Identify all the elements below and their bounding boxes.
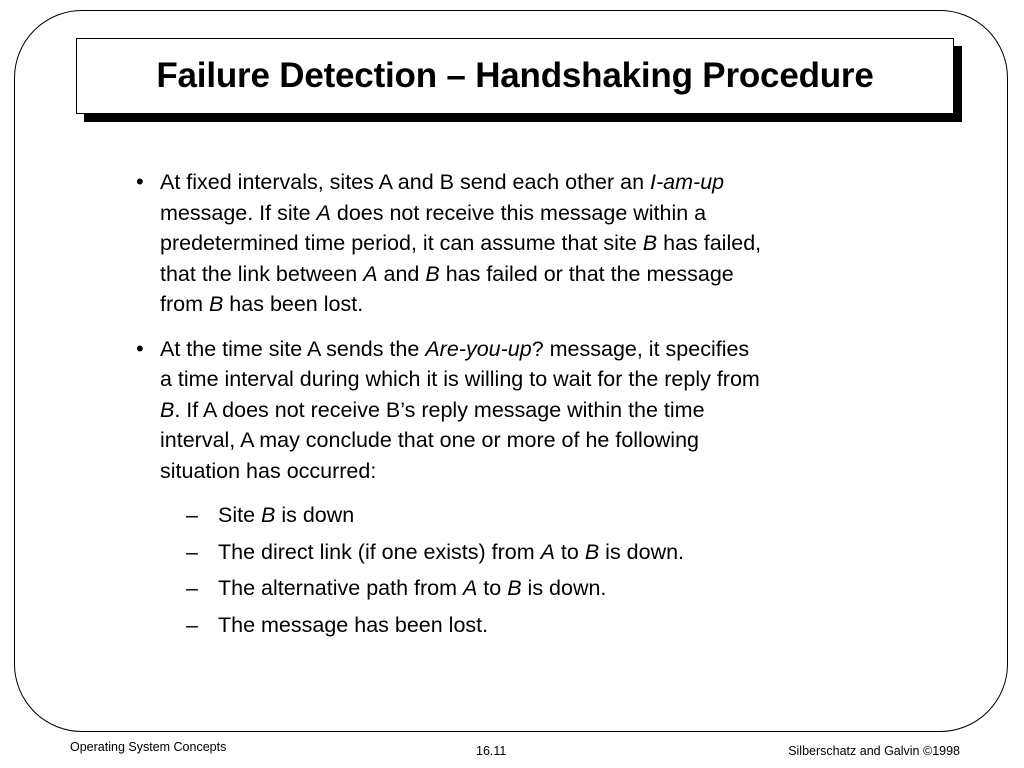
text-line <box>160 228 890 259</box>
sub-text <box>218 576 606 600</box>
text-line <box>160 395 890 426</box>
text-run: The direct link (if one exists) from <box>218 539 541 564</box>
text-run: The message has been lost. <box>218 612 489 637</box>
sub-item <box>130 537 890 567</box>
text-run: has failed or that the message <box>439 261 734 286</box>
sub-item <box>130 500 890 530</box>
bullet-dot: • <box>136 335 144 361</box>
text-run: to <box>477 576 508 600</box>
italic-term: B <box>507 576 522 600</box>
italic-term: A <box>462 576 478 600</box>
text-run: At fixed intervals, sites A and B send each other an <box>160 170 651 194</box>
text-run: from <box>160 292 209 316</box>
bullet-text <box>160 167 890 320</box>
text-run: predetermined time period, it can assume that site <box>160 231 643 255</box>
slide-content <box>130 167 890 646</box>
text-line <box>160 289 890 320</box>
sub-dash: – <box>186 576 198 600</box>
text-run: to <box>554 539 585 564</box>
italic-term: B <box>208 292 224 316</box>
footer-course: Operating System Concepts <box>70 740 227 754</box>
italic-term: A <box>540 539 555 564</box>
italic-term: B <box>160 397 175 422</box>
sub-dash: – <box>186 503 198 527</box>
sub-dash: – <box>186 539 198 564</box>
sub-text <box>218 613 488 637</box>
italic-term: B <box>584 539 600 564</box>
sub-text <box>218 503 354 527</box>
bullet-item <box>130 334 890 487</box>
text-run: Site <box>218 503 262 527</box>
text-run: message. If site <box>160 200 317 225</box>
slide-title: Failure Detection – Handshaking Procedure <box>156 56 874 95</box>
italic-term: B <box>642 231 658 255</box>
text-run: ? message, it specifies <box>531 336 750 361</box>
text-line <box>160 259 890 290</box>
text-run: At the time site A sends the <box>160 336 426 361</box>
text-line <box>160 167 890 198</box>
text-run: interval, A may conclude that one or more of he following <box>160 428 700 452</box>
sub-item <box>130 610 890 640</box>
italic-term: B <box>425 261 440 286</box>
title-box <box>76 38 954 114</box>
text-run: has failed, <box>657 231 762 255</box>
text-run: The alternative path from <box>218 576 463 600</box>
bullet-text <box>160 334 890 487</box>
italic-term: Are-you-up <box>425 336 532 361</box>
bullet-dot: • <box>136 169 144 194</box>
sub-text <box>218 540 684 564</box>
footer-page-number: 16.11 <box>476 744 507 758</box>
sub-dash: – <box>186 612 198 637</box>
text-line <box>160 364 890 395</box>
italic-term: A <box>316 200 331 225</box>
footer-authors: Silberschatz and Galvin ©1998 <box>788 744 960 758</box>
text-line <box>160 198 890 229</box>
italic-term: B <box>261 503 276 527</box>
text-run: situation has occurred: <box>160 458 377 483</box>
text-line <box>160 456 890 487</box>
text-run: . If A does not receive B’s reply message within the time <box>174 397 705 422</box>
text-run: is down <box>275 503 355 527</box>
text-run: a time interval during which it is willing to wait for the reply from <box>160 367 760 391</box>
bullet-item <box>130 167 890 320</box>
text-run: is down. <box>599 539 685 564</box>
text-run: has been lost. <box>223 292 364 316</box>
italic-term: I-am-up <box>650 170 725 194</box>
text-run: is down. <box>521 576 607 600</box>
text-run: and <box>377 261 426 286</box>
text-line <box>160 425 890 456</box>
text-run: that the link between <box>160 261 364 286</box>
text-line <box>160 334 890 365</box>
text-run: does not receive this message within a <box>330 200 707 225</box>
italic-term: A <box>363 261 378 286</box>
sub-item <box>130 573 890 603</box>
